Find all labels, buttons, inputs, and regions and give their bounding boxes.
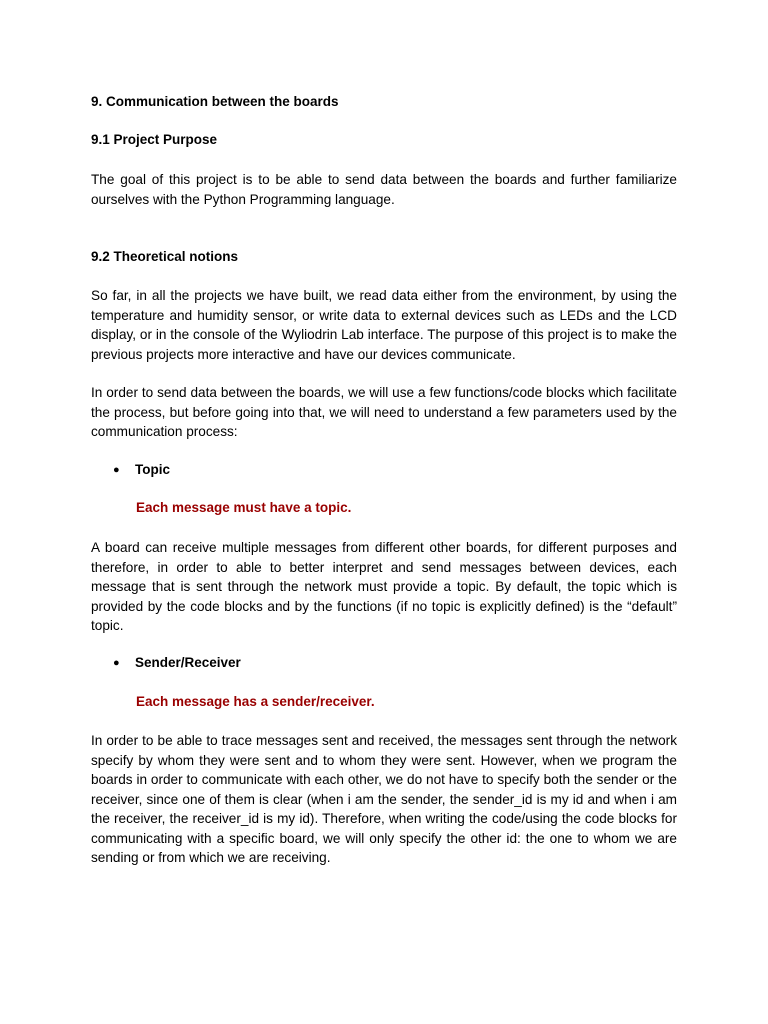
topic-paragraph: A board can receive multiple messages from different other boards, for different purposes and therefore, in order to able to better interpret and send messages between devices, each message that is sent through the network must provide a topic. By default, the topic which is provided by the code blocks and by the functions (if no topic is explicitly defined) is the “default” topic. [91, 540, 677, 633]
bullet-dot-icon: ● [113, 464, 120, 476]
bullet-topic [113, 461, 170, 479]
theory-heading: 9.2 Theoretical notions [91, 249, 239, 264]
purpose-paragraph: The goal of this project is to be able to send data between the boards and further familiarize ourselves with the Python Programming language. [91, 172, 677, 207]
theory-paragraph-2: In order to send data between the boards, we will use a few functions/code blocks which facilitate the process, but before going into that, we will need to understand a few parameters used by the communication process: [91, 385, 677, 439]
theory-paragraph-1: So far, in all the projects we have built, we read data either from the environment, by using the temperature and humidity sensor, or write data to external devices such as LEDs and the LCD display, or in the console of the Wyliodrin Lab interface. The purpose of this project is to make the previous projects more interactive and have our devices communicate. [91, 288, 677, 362]
bullet-dot-icon: ● [113, 657, 120, 669]
sender-receiver-paragraph: In order to be able to trace messages sent and received, the messages sent through the network specify by whom they were sent and to whom they were sent. However, when we program the boards in order to communicate with each other, we do not have to specify both the sender or the receiver, since one of them is clear (when i am the sender, the sender_id is my id and when i am the receiver, the receiver_id is my id). Therefore, when writing the code/using the code blocks for communicating with a specific board, we will only specify the other id: the one to whom we are sending or from which we are receiving. [91, 733, 677, 865]
bullet-topic-label: Topic [135, 462, 170, 477]
sender-receiver-callout: Each message has a sender/receiver. [136, 694, 375, 709]
bullet-sender-receiver-label: Sender/Receiver [135, 655, 241, 670]
bullet-sender-receiver [113, 654, 241, 672]
purpose-heading: 9.1 Project Purpose [91, 132, 218, 147]
topic-callout: Each message must have a topic. [136, 500, 352, 515]
section-title: 9. Communication between the boards [91, 94, 339, 109]
